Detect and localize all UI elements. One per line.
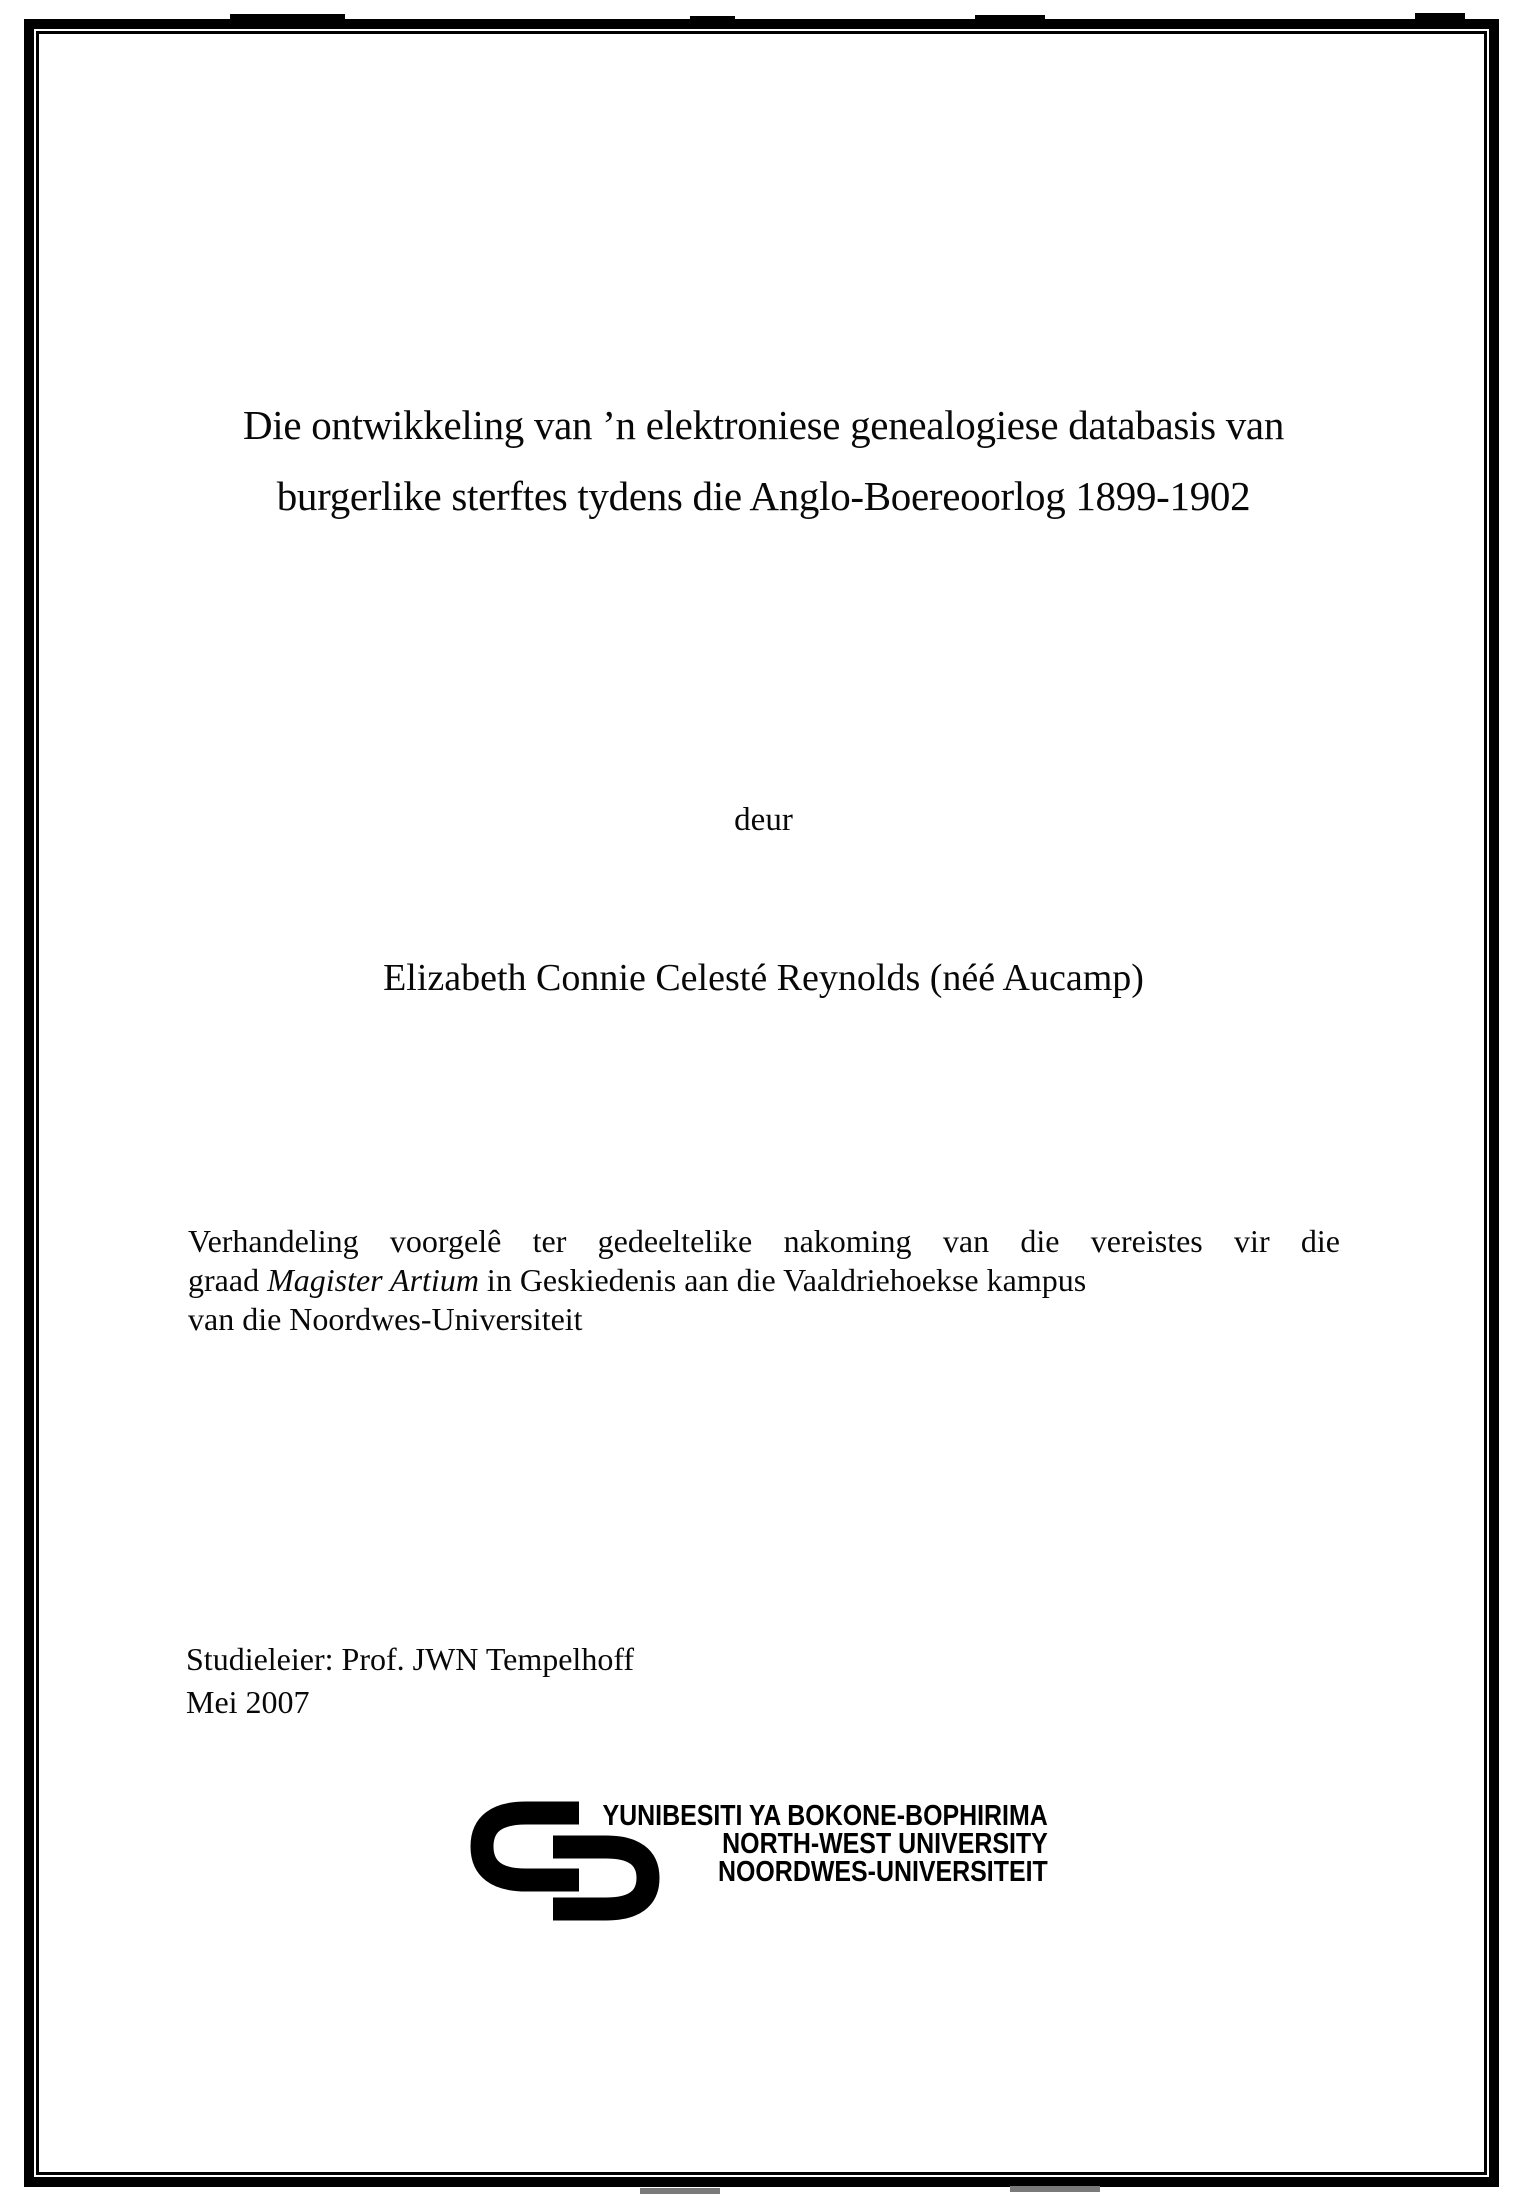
thesis-title-line1: Die ontwikkeling van ’n elektroniese genealogiese databasis van [242, 402, 1285, 448]
university-name-block [603, 1802, 1048, 1886]
degree-statement-line3: van die Noordwes-Universiteit [188, 1301, 583, 1337]
university-name-afrikaans: NOORDWES-UNIVERSITEIT [718, 1856, 1048, 1888]
supervisor-line: Studieleier: Prof. JWN Tempelhoff [186, 1641, 635, 1677]
thesis-title-line2: burgerlike sterftes tydens die Anglo-Boereoorlog 1899-1902 [276, 473, 1251, 519]
degree-statement-line2-prefix: graad [188, 1262, 268, 1298]
university-name-english: NORTH-WEST UNIVERSITY [722, 1828, 1048, 1860]
byline-label: deur [734, 802, 793, 838]
degree-statement-line1: Verhandeling voorgelê ter gedeeltelike nakoming van die vereistes vir die [188, 1223, 1340, 1259]
scan-artifact [230, 14, 345, 20]
scan-artifact [690, 16, 735, 20]
degree-name-italic: Magister Artium [267, 1262, 479, 1298]
university-name-setswana: YUNIBESITI YA BOKONE-BOPHIRIMA [602, 1800, 1048, 1832]
scan-artifact [640, 2188, 720, 2194]
supervisor-block [186, 1638, 634, 1724]
author-name: Elizabeth Connie Celesté Reynolds (néé Aucamp) [383, 957, 1144, 999]
scan-artifact [975, 15, 1045, 20]
degree-statement-line2 [188, 1261, 1340, 1300]
scan-artifact [1010, 2186, 1100, 2192]
degree-statement [188, 1222, 1340, 1339]
scan-artifact [1415, 13, 1465, 19]
thesis-title [110, 390, 1417, 532]
degree-statement-line2-suffix: in Geskiedenis aan die Vaaldriehoekse kampus [478, 1262, 1087, 1298]
date-line: Mei 2007 [186, 1684, 310, 1720]
